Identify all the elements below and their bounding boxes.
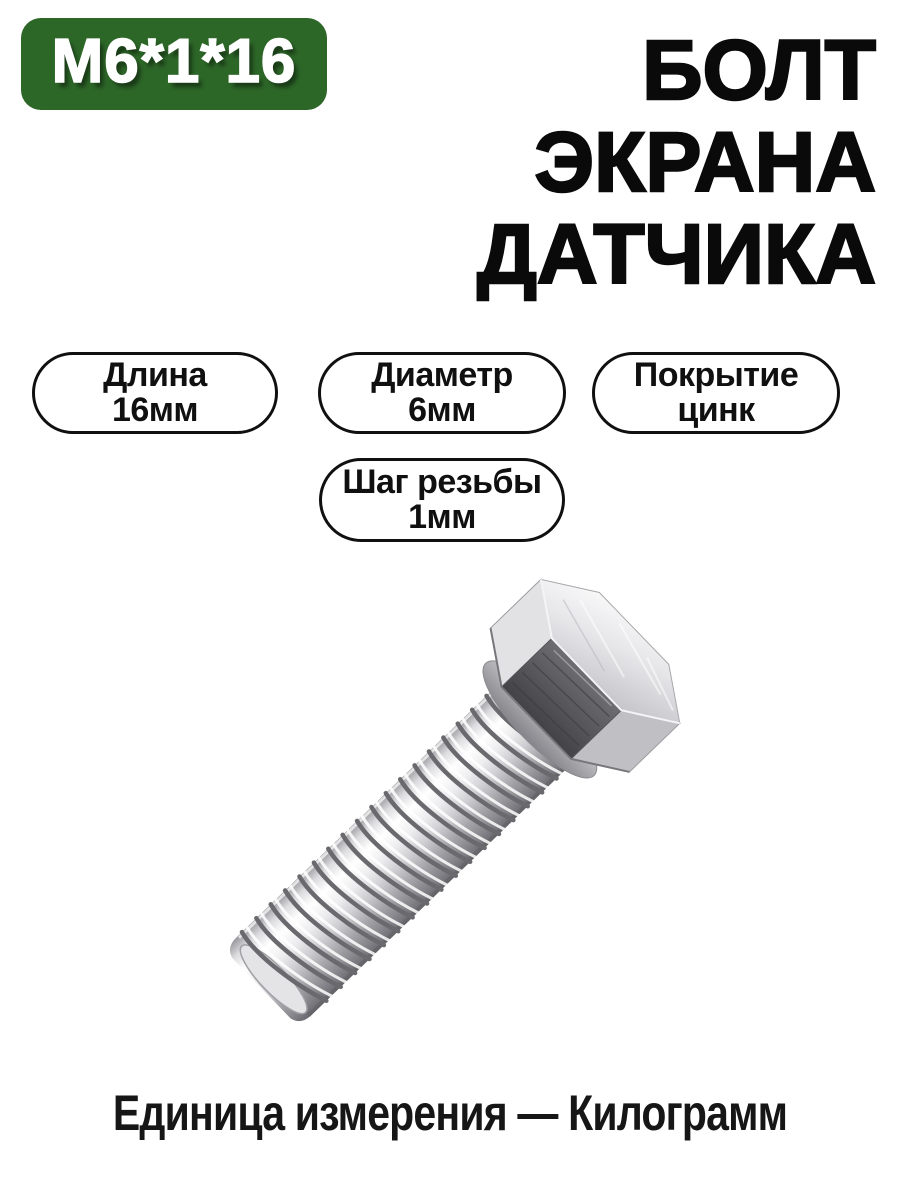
spec-pill-coating-label: Покрытие xyxy=(633,356,799,394)
spec-pill-length-value: 16мм xyxy=(111,391,199,429)
product-title-line-1: БОЛТ xyxy=(642,23,876,117)
spec-pill-diameter-label: Диаметр xyxy=(371,356,513,394)
product-title-line-3: ДАТЧИКА xyxy=(477,207,876,301)
unit-note: Единица измерения — Килограмм xyxy=(112,1085,788,1141)
spec-pill-length-label: Длина xyxy=(103,356,207,394)
spec-pill-coating-value: цинк xyxy=(677,391,755,429)
spec-pill-diameter-value: 6мм xyxy=(408,391,476,429)
spec-pill-thread-pitch-value: 1мм xyxy=(408,498,476,536)
product-title-line-2: ЭКРАНА xyxy=(534,115,876,209)
spec-pill-thread-pitch-label: Шаг резьбы xyxy=(342,463,542,501)
size-badge-label: М6*1*16 xyxy=(51,27,297,96)
